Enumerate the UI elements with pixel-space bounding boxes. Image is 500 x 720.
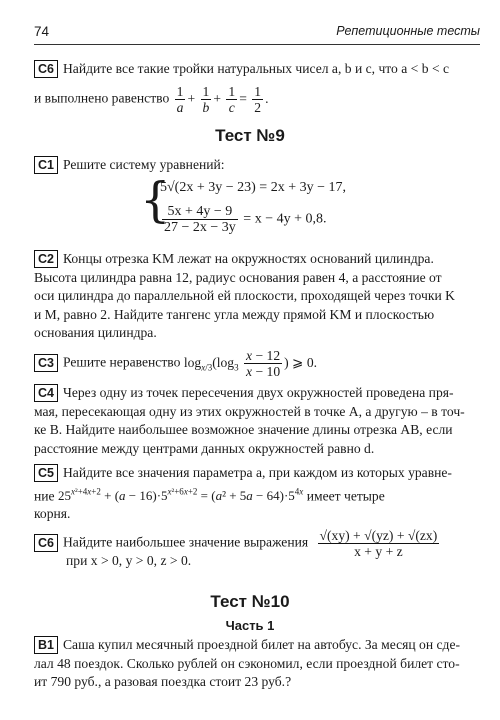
equation: $\frac{1}{a}$ + $\frac{1}{b}$ + $\frac{1}{c}$ = $\frac{1}{2}$ . (176, 84, 269, 115)
problem-text: имеет четыре (306, 487, 385, 503)
running-title: Репетиционные тесты (336, 24, 480, 38)
problem-tag: C2 (34, 250, 58, 268)
system-brace: { (140, 172, 171, 228)
inequality: $\log_{x/3}(\log_3$ $\frac{x - 12}{x - 10}$ ) ⩾ 0. (183, 348, 318, 379)
eq2-numerator: 5x + 4y − 9 (162, 204, 238, 220)
problem-text: Концы отрезка KM лежат на окружностях оснований цилиндра. (62, 251, 434, 266)
problem-c3 (34, 348, 478, 379)
eq2-denominator: 27 − 2x − 3y (164, 220, 236, 235)
eq2-rhs: = x − 4y + 0,8. (243, 211, 327, 227)
problem-tag: C4 (34, 384, 58, 402)
problem-c6-prev (34, 60, 478, 79)
problem-tag: B1 (34, 636, 58, 654)
expr-denominator: x + y + z (354, 544, 403, 559)
equation-2 (160, 204, 326, 235)
problem-text: Саша купил месячный проездной билет на автобус. За месяц он сде- (62, 637, 461, 652)
test-title: Тест №9 (215, 126, 285, 145)
problem-c6-condition: при x > 0, y > 0, z > 0. (66, 553, 192, 568)
problem-tag: C6 (34, 534, 58, 552)
expr-numerator: √(xy) + √(yz) + √(zx) (319, 528, 438, 543)
problem-line (34, 483, 478, 506)
problem-text: ке B. Найдите наибольшее возможное значение длины отрезка AB, если (34, 422, 453, 437)
test-title: Тест №10 (210, 592, 290, 611)
problem-c5 (34, 464, 478, 524)
problem-text: Решите неравенство (62, 354, 181, 370)
problem-text: и выполнено равенство (34, 90, 170, 106)
problem-text: Высота цилиндра равна 12, радиус основания равен 4, а расстояние от (34, 269, 442, 285)
page-header (34, 22, 480, 45)
problem-text: лал 48 поездок. Сколько рублей он сэкономил, если проездной билет сто- (34, 655, 460, 671)
problem-tag: C5 (34, 464, 58, 482)
problem-tag: C1 (34, 156, 58, 174)
problem-text: Найдите наибольшее значение выражения (62, 534, 309, 550)
problem-c6-prev-line2 (34, 84, 478, 115)
problem-text: мая, пересекающая одну из этих окружностей в точке A, а другую – в точ- (34, 403, 465, 419)
problem-c1 (34, 156, 478, 175)
problem-c4 (34, 384, 478, 458)
problem-text: и M, равно 2. Найдите тангенс угла между прямой KM и плоскостью (34, 306, 435, 322)
equation: $25^{x^2+4x+2} + (a - 16)\cdot 5^{x^2+6x+2} = (a^2 + 5a - 64)\cdot 5^{4x}$ (58, 486, 304, 503)
problem-c2 (34, 250, 478, 343)
problem-b1 (34, 636, 478, 692)
part-title: Часть 1 (225, 618, 275, 633)
problem-text: оси цилиндра до параллельной ей плоскости, проходящей через точки K (34, 288, 455, 303)
problem-text: Найдите все значения параметра a, при каждом из которых уравне- (62, 465, 452, 480)
problem-text: ит 790 руб., а разовая поездка стоит 23 руб.? (34, 674, 292, 689)
problem-text: Через одну из точек пересечения двух окружностей проведена пря- (62, 385, 454, 400)
problem-text: основания цилиндра. (34, 325, 157, 340)
problem-text: Решите систему уравнений: (62, 157, 225, 172)
page-number: 74 (34, 24, 50, 39)
problem-tag: C6 (34, 60, 58, 78)
problem-text: ние (34, 487, 55, 503)
problem-tag: C3 (34, 354, 58, 372)
problem-text: корня. (34, 506, 71, 522)
problem-text: Найдите все такие тройки натуральных чисел a, b и c, что a < b < c (62, 61, 450, 76)
problem-text: расстояние между центрами данных окружностей равно d. (34, 440, 375, 456)
equation-1: 5√(2x + 3y − 23) = 2x + 3y − 17, (160, 180, 346, 195)
